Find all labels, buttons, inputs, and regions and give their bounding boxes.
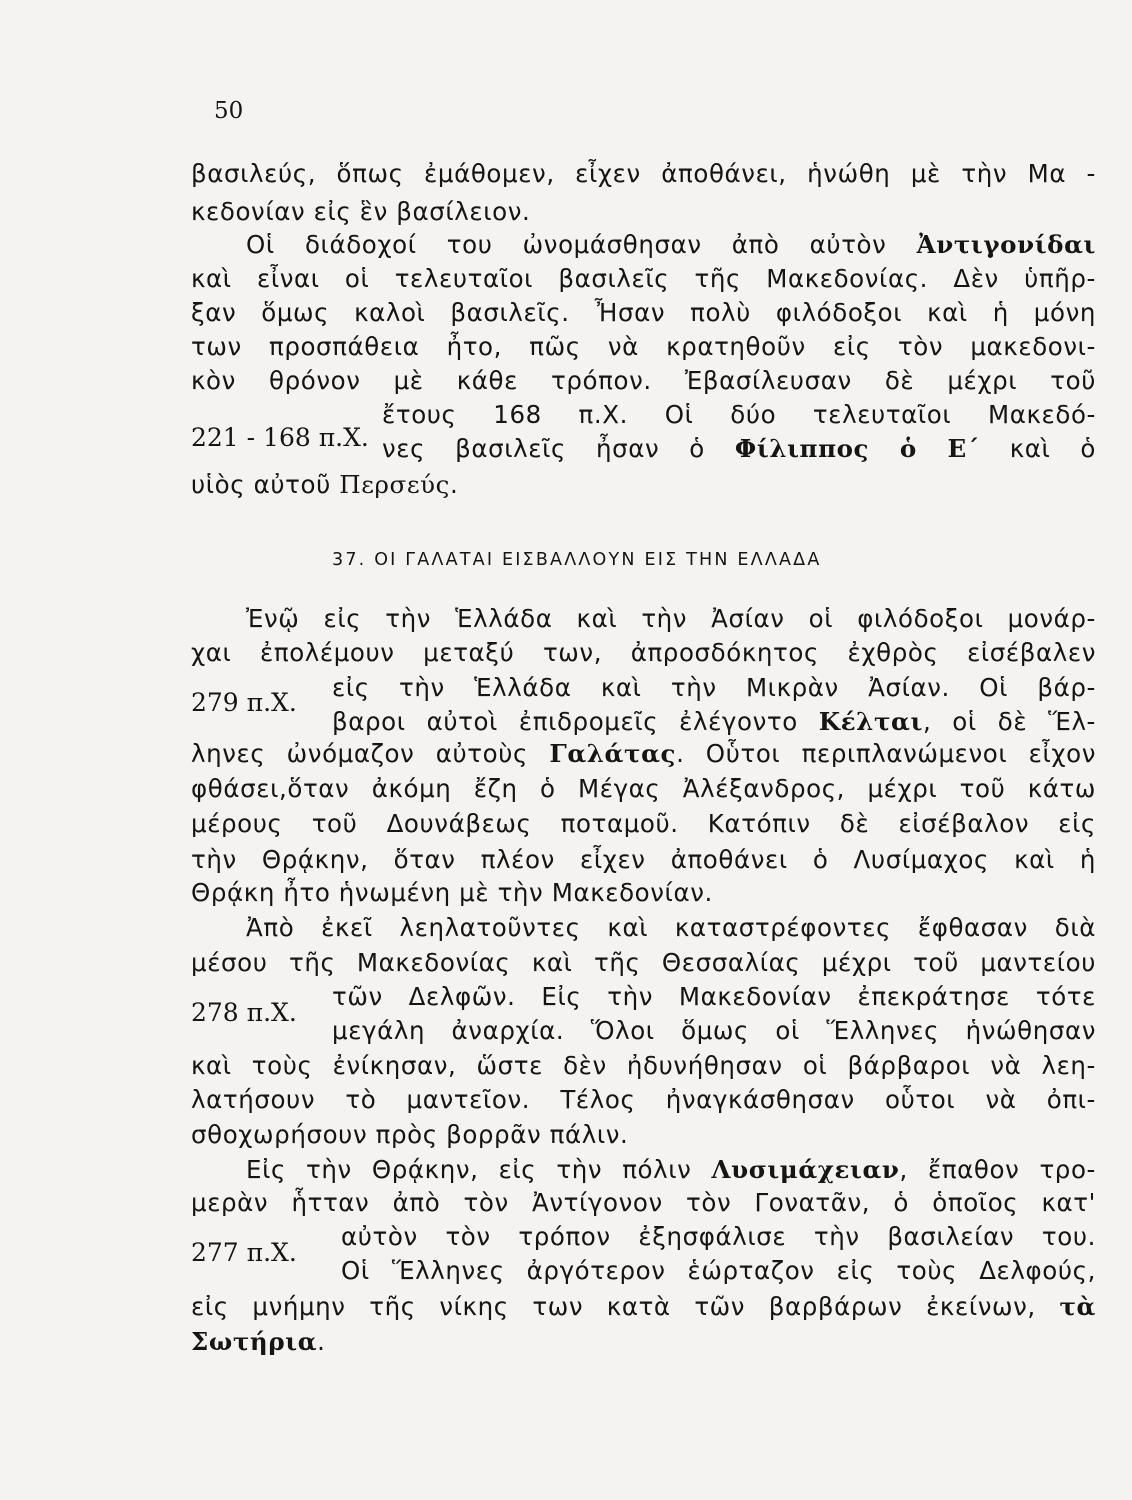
text-line: των προσπάθεια ἦτο, πῶς νὰ κρατηθοῦν εἰς τὸν μακεδονι-: [191, 332, 1096, 361]
bold-term: τὰ: [1059, 1292, 1096, 1321]
text-line: φθάσει,ὅταν ἀκόμη ἔζη ὁ Μέγας Ἀλέξανδρος, μέχρι τοῦ κάτω: [191, 774, 1096, 803]
page-number: 50: [214, 98, 244, 124]
section-heading: 37. ΟΙ ΓΑΛΑΤΑΙ ΕΙΣΒΑΛΛΟΥΝ ΕΙΣ ΤΗΝ ΕΛΛΑΔΑ: [332, 550, 822, 570]
name-term: Περσεύς: [339, 470, 450, 499]
text-line: εἰς τὴν Ἑλλάδα καὶ τὴν Μικρὰν Ἀσίαν. Οἱ βάρ-: [332, 673, 1096, 702]
margin-date: 277 π.Χ.: [191, 1238, 297, 1267]
text-line: νες βασιλεῖς ἦσαν ὁ Φίλιππος ὁ Ε΄ καὶ ὁ: [382, 434, 1097, 463]
text-line: καὶ τοὺς ἐνίκησαν, ὥστε δὲν ἠδυνήθησαν οἱ βάρβαροι νὰ λεη-: [191, 1051, 1096, 1080]
text-line: μέρους τοῦ Δουνάβεως ποταμοῦ. Κατόπιν δὲ εἰσέβαλον εἰς: [191, 809, 1096, 838]
text-line: μέσου τῆς Μακεδονίας καὶ τῆς Θεσσαλίας μέχρι τοῦ μαντείου: [191, 948, 1096, 977]
bold-term: Κέλται: [818, 707, 923, 736]
bold-term: Ἀντιγονίδαι: [916, 230, 1096, 259]
text-line: μερὰν ἧτταν ἀπὸ τὸν Ἀντίγονον τὸν Γονατᾶν, ὁ ὁποῖος κατ': [191, 1188, 1096, 1217]
text-line: ἔτους 168 π.Χ. Οἱ δύο τελευταῖοι Μακεδό-: [382, 400, 1096, 429]
margin-date: 221 - 168 π.Χ.: [191, 423, 369, 452]
text-line: Ἀπὸ ἐκεῖ λεηλατοῦντες καὶ καταστρέφοντες ἔφθασαν διὰ: [246, 913, 1096, 942]
text-line: Σωτήρια.: [191, 1327, 326, 1356]
text-line: αὐτὸν τὸν τρόπον ἐξησφάλισε τὴν βασιλείαν του.: [341, 1222, 1096, 1251]
text-line: κὸν θρόνον μὲ κάθε τρόπον. Ἐβασίλευσαν δὲ μέχρι τοῦ: [191, 366, 1096, 395]
margin-date: 279 π.Χ.: [191, 688, 297, 717]
text-line: υἱὸς αὐτοῦ Περσεύς.: [191, 470, 459, 499]
text-line: Οἱ Ἕλληνες ἀργότερον ἑώρταζον εἰς τοὺς Δελφούς,: [341, 1256, 1096, 1285]
text-line: τὴν Θρᾴκην, ὅταν πλέον εἶχεν ἀποθάνει ὁ Λυσίμαχος καὶ ἡ: [191, 845, 1096, 874]
bold-term: Γαλάτας: [549, 739, 677, 768]
text-line: λατήσουν τὸ μαντεῖον. Τέλος ἠναγκάσθησαν οὗτοι νὰ ὀπι-: [191, 1085, 1096, 1114]
text-line: τῶν Δελφῶν. Εἰς τὴν Μακεδονίαν ἐπεκράτησε τότε: [332, 982, 1096, 1011]
text-line: βασιλεύς, ὅπως ἐμάθομεν, εἶχεν ἀποθάνει, ἡνώθη μὲ τὴν Μα -: [191, 159, 1096, 188]
text-line: ληνες ὠνόμαζον αὐτοὺς Γαλάτας. Οὗτοι περιπλανώμενοι εἶχον: [191, 739, 1096, 768]
text-line: μεγάλη ἀναρχία. Ὅλοι ὅμως οἱ Ἕλληνες ἡνώθησαν: [332, 1016, 1096, 1045]
text-line: σθοχωρήσουν πρὸς βορρᾶν πάλιν.: [191, 1120, 629, 1149]
bold-term: Σωτήρια: [191, 1327, 318, 1356]
text-line: χαι ἐπολέμουν μεταξύ των, ἀπροσδόκητος ἐχθρὸς εἰσέβαλεν: [191, 638, 1096, 667]
text-line: ξαν ὅμως καλοὶ βασιλεῖς. Ἦσαν πολὺ φιλόδοξοι καὶ ἡ μόνη: [191, 298, 1096, 327]
text-line: κεδονίαν εἰς ἓν βασίλειον.: [191, 197, 531, 226]
text-line: βαροι αὐτοὶ ἐπιδρομεῖς ἐλέγοντο Κέλται, οἱ δὲ Ἕλ-: [332, 707, 1096, 736]
text-line: Ἐνῷ εἰς τὴν Ἑλλάδα καὶ τὴν Ἀσίαν οἱ φιλόδοξοι μονάρ-: [246, 604, 1096, 633]
bold-term: Φίλιππος ὁ Ε΄: [734, 434, 980, 463]
margin-date: 278 π.Χ.: [191, 998, 297, 1027]
bold-term: Λυσιμάχειαν: [711, 1155, 900, 1184]
text-line: Θρᾴκη ἦτο ἡνωμένη μὲ τὴν Μακεδονίαν.: [191, 878, 713, 907]
text-line: Εἰς τὴν Θρᾴκην, εἰς τὴν πόλιν Λυσιμάχειαν, ἔπαθον τρο-: [246, 1155, 1096, 1184]
text-line: εἰς μνήμην τῆς νίκης των κατὰ τῶν βαρβάρων ἐκείνων, τὰ: [191, 1292, 1096, 1321]
text-line: καὶ εἶναι οἱ τελευταῖοι βασιλεῖς τῆς Μακεδονίας. Δὲν ὑπῆρ-: [191, 264, 1096, 293]
text-line: Οἱ διάδοχοί του ὠνομάσθησαν ἀπὸ αὐτὸν Ἀντιγονίδαι: [246, 230, 1096, 259]
